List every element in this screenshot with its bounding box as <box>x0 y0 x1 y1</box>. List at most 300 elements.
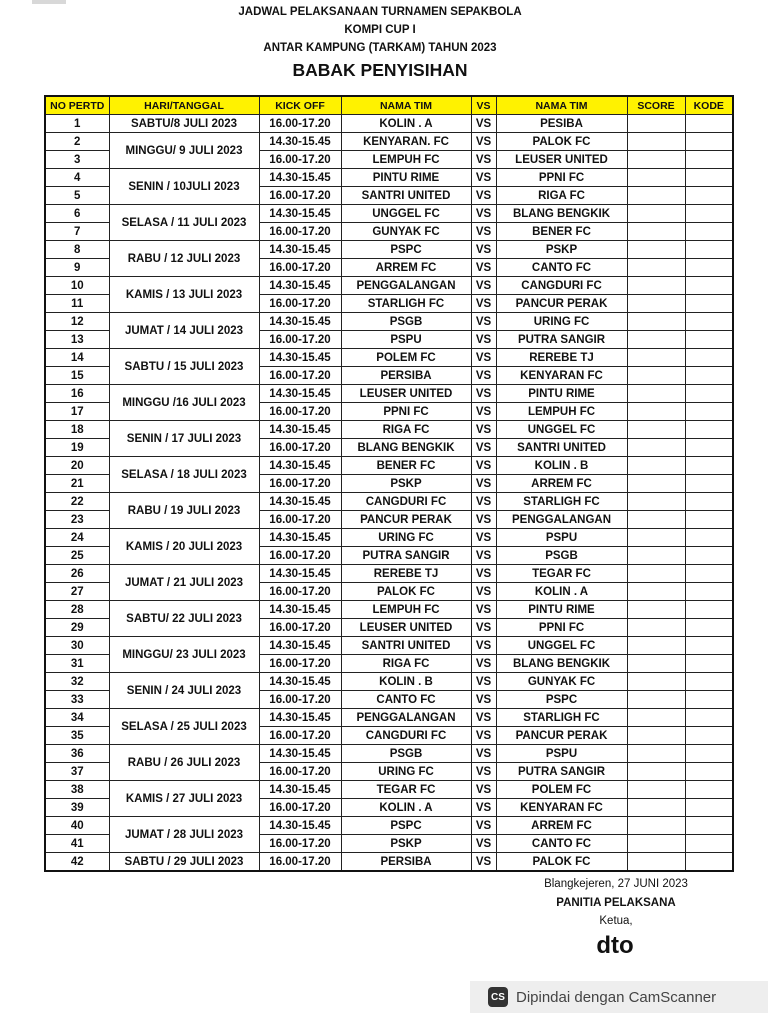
away-team: RIGA FC <box>496 187 627 205</box>
kickoff-time: 16.00-17.20 <box>259 259 341 277</box>
match-day-date: SABTU/ 22 JULI 2023 <box>109 601 259 637</box>
score-cell <box>627 241 685 259</box>
table-row <box>45 133 733 151</box>
kickoff-time: 14.30-15.45 <box>259 709 341 727</box>
kickoff-time: 16.00-17.20 <box>259 439 341 457</box>
match-number: 32 <box>45 673 109 691</box>
code-cell <box>685 709 733 727</box>
code-cell <box>685 259 733 277</box>
away-team: BLANG BENGKIK <box>496 205 627 223</box>
vs-label: VS <box>471 403 496 421</box>
col-header-vs: VS <box>471 96 496 115</box>
score-cell <box>627 817 685 835</box>
score-cell <box>627 277 685 295</box>
code-cell <box>685 835 733 853</box>
away-team: PPNI FC <box>496 619 627 637</box>
code-cell <box>685 475 733 493</box>
match-day-date: MINGGU/ 23 JULI 2023 <box>109 637 259 673</box>
kickoff-time: 16.00-17.20 <box>259 853 341 872</box>
kickoff-time: 16.00-17.20 <box>259 547 341 565</box>
home-team: KOLIN . A <box>341 799 471 817</box>
match-day-date: SENIN / 24 JULI 2023 <box>109 673 259 709</box>
home-team: TEGAR FC <box>341 781 471 799</box>
kickoff-time: 16.00-17.20 <box>259 799 341 817</box>
match-number: 9 <box>45 259 109 277</box>
kickoff-time: 14.30-15.45 <box>259 601 341 619</box>
away-team: PESIBA <box>496 115 627 133</box>
match-number: 7 <box>45 223 109 241</box>
code-cell <box>685 655 733 673</box>
vs-label: VS <box>471 367 496 385</box>
match-day-date: SELASA / 18 JULI 2023 <box>109 457 259 493</box>
match-number: 23 <box>45 511 109 529</box>
vs-label: VS <box>471 619 496 637</box>
score-cell <box>627 313 685 331</box>
away-team: BLANG BENGKIK <box>496 655 627 673</box>
table-row <box>45 205 733 223</box>
col-header-team-home: NAMA TIM <box>341 96 471 115</box>
code-cell <box>685 853 733 872</box>
kickoff-time: 16.00-17.20 <box>259 583 341 601</box>
kickoff-time: 14.30-15.45 <box>259 565 341 583</box>
code-cell <box>685 169 733 187</box>
match-number: 39 <box>45 799 109 817</box>
code-cell <box>685 421 733 439</box>
table-row <box>45 169 733 187</box>
home-team: POLEM FC <box>341 349 471 367</box>
vs-label: VS <box>471 349 496 367</box>
kickoff-time: 14.30-15.45 <box>259 637 341 655</box>
match-number: 5 <box>45 187 109 205</box>
match-number: 41 <box>45 835 109 853</box>
table-row <box>45 565 733 583</box>
away-team: UNGGEL FC <box>496 637 627 655</box>
code-cell <box>685 277 733 295</box>
score-cell <box>627 493 685 511</box>
home-team: GUNYAK FC <box>341 223 471 241</box>
match-number: 24 <box>45 529 109 547</box>
match-day-date: SABTU / 29 JULI 2023 <box>109 853 259 872</box>
score-cell <box>627 367 685 385</box>
home-team: LEUSER UNITED <box>341 619 471 637</box>
kickoff-time: 16.00-17.20 <box>259 115 341 133</box>
kickoff-time: 14.30-15.45 <box>259 385 341 403</box>
score-cell <box>627 385 685 403</box>
table-row <box>45 529 733 547</box>
home-team: KENYARAN. FC <box>341 133 471 151</box>
away-team: KOLIN . B <box>496 457 627 475</box>
match-number: 14 <box>45 349 109 367</box>
match-number: 42 <box>45 853 109 872</box>
vs-label: VS <box>471 835 496 853</box>
match-day-date: RABU / 26 JULI 2023 <box>109 745 259 781</box>
vs-label: VS <box>471 745 496 763</box>
code-cell <box>685 367 733 385</box>
vs-label: VS <box>471 457 496 475</box>
home-team: REREBE TJ <box>341 565 471 583</box>
away-team: PINTU RIME <box>496 601 627 619</box>
score-cell <box>627 475 685 493</box>
away-team: PPNI FC <box>496 169 627 187</box>
match-number: 35 <box>45 727 109 745</box>
code-cell <box>685 493 733 511</box>
code-cell <box>685 781 733 799</box>
col-header-day: HARI/TANGGAL <box>109 96 259 115</box>
match-number: 4 <box>45 169 109 187</box>
home-team: CANGDURI FC <box>341 493 471 511</box>
table-row <box>45 277 733 295</box>
home-team: PANCUR PERAK <box>341 511 471 529</box>
match-day-date: KAMIS / 20 JULI 2023 <box>109 529 259 565</box>
vs-label: VS <box>471 601 496 619</box>
col-header-team-away: NAMA TIM <box>496 96 627 115</box>
match-day-date: JUMAT / 28 JULI 2023 <box>109 817 259 853</box>
vs-label: VS <box>471 853 496 872</box>
match-number: 8 <box>45 241 109 259</box>
camscanner-logo-icon: CS <box>488 987 508 1007</box>
vs-label: VS <box>471 295 496 313</box>
vs-label: VS <box>471 709 496 727</box>
match-day-date: KAMIS / 13 JULI 2023 <box>109 277 259 313</box>
score-cell <box>627 673 685 691</box>
away-team: PUTRA SANGIR <box>496 763 627 781</box>
away-team: PENGGALANGAN <box>496 511 627 529</box>
vs-label: VS <box>471 583 496 601</box>
score-cell <box>627 835 685 853</box>
vs-label: VS <box>471 529 496 547</box>
away-team: KENYARAN FC <box>496 799 627 817</box>
score-cell <box>627 205 685 223</box>
code-cell <box>685 403 733 421</box>
code-cell <box>685 349 733 367</box>
away-team: KOLIN . A <box>496 583 627 601</box>
vs-label: VS <box>471 277 496 295</box>
score-cell <box>627 223 685 241</box>
away-team: UNGGEL FC <box>496 421 627 439</box>
code-cell <box>685 511 733 529</box>
match-number: 40 <box>45 817 109 835</box>
chair-label: Ketua, <box>599 915 633 927</box>
place-date: Blangkejeren, 27 JUNI 2023 <box>544 878 688 890</box>
score-cell <box>627 457 685 475</box>
match-day-date: SELASA / 11 JULI 2023 <box>109 205 259 241</box>
home-team: CANTO FC <box>341 691 471 709</box>
away-team: PANCUR PERAK <box>496 727 627 745</box>
away-team: POLEM FC <box>496 781 627 799</box>
code-cell <box>685 547 733 565</box>
match-day-date: SELASA / 25 JULI 2023 <box>109 709 259 745</box>
home-team: STARLIGH FC <box>341 295 471 313</box>
kickoff-time: 14.30-15.45 <box>259 457 341 475</box>
score-cell <box>627 601 685 619</box>
kickoff-time: 16.00-17.20 <box>259 367 341 385</box>
code-cell <box>685 529 733 547</box>
away-team: SANTRI UNITED <box>496 439 627 457</box>
score-cell <box>627 565 685 583</box>
home-team: PSPU <box>341 331 471 349</box>
vs-label: VS <box>471 259 496 277</box>
kickoff-time: 14.30-15.45 <box>259 781 341 799</box>
match-day-date: SENIN / 17 JULI 2023 <box>109 421 259 457</box>
match-number: 37 <box>45 763 109 781</box>
code-cell <box>685 565 733 583</box>
match-number: 34 <box>45 709 109 727</box>
kickoff-time: 16.00-17.20 <box>259 727 341 745</box>
table-row <box>45 457 733 475</box>
kickoff-time: 16.00-17.20 <box>259 763 341 781</box>
code-cell <box>685 151 733 169</box>
home-team: PSPC <box>341 241 471 259</box>
home-team: ARREM FC <box>341 259 471 277</box>
committee-title: PANITIA PELAKSANA <box>556 897 676 909</box>
kickoff-time: 16.00-17.20 <box>259 403 341 421</box>
match-day-date: MINGGU/ 9 JULI 2023 <box>109 133 259 169</box>
vs-label: VS <box>471 169 496 187</box>
code-cell <box>685 673 733 691</box>
kickoff-time: 14.30-15.45 <box>259 493 341 511</box>
away-team: PUTRA SANGIR <box>496 331 627 349</box>
kickoff-time: 14.30-15.45 <box>259 169 341 187</box>
score-cell <box>627 583 685 601</box>
code-cell <box>685 583 733 601</box>
table-row <box>45 601 733 619</box>
home-team: SANTRI UNITED <box>341 187 471 205</box>
kickoff-time: 16.00-17.20 <box>259 151 341 169</box>
table-row <box>45 853 733 872</box>
vs-label: VS <box>471 511 496 529</box>
vs-label: VS <box>471 223 496 241</box>
vs-label: VS <box>471 151 496 169</box>
kickoff-time: 16.00-17.20 <box>259 511 341 529</box>
camscanner-banner <box>470 981 768 1013</box>
table-row <box>45 385 733 403</box>
match-number: 27 <box>45 583 109 601</box>
kickoff-time: 14.30-15.45 <box>259 241 341 259</box>
vs-label: VS <box>471 313 496 331</box>
score-cell <box>627 511 685 529</box>
away-team: REREBE TJ <box>496 349 627 367</box>
score-cell <box>627 421 685 439</box>
doc-title-line3: ANTAR KAMPUNG (TARKAM) TAHUN 2023 <box>263 42 497 54</box>
score-cell <box>627 781 685 799</box>
table-row <box>45 709 733 727</box>
doc-title-line1: JADWAL PELAKSANAAN TURNAMEN SEPAKBOLA <box>238 6 522 18</box>
home-team: LEUSER UNITED <box>341 385 471 403</box>
kickoff-time: 14.30-15.45 <box>259 421 341 439</box>
home-team: PSKP <box>341 475 471 493</box>
away-team: PSPC <box>496 691 627 709</box>
vs-label: VS <box>471 493 496 511</box>
doc-title-line2: KOMPI CUP I <box>344 24 416 36</box>
away-team: PSKP <box>496 241 627 259</box>
code-cell <box>685 223 733 241</box>
kickoff-time: 16.00-17.20 <box>259 331 341 349</box>
code-cell <box>685 295 733 313</box>
away-team: BENER FC <box>496 223 627 241</box>
match-number: 30 <box>45 637 109 655</box>
score-cell <box>627 151 685 169</box>
match-number: 1 <box>45 115 109 133</box>
vs-label: VS <box>471 331 496 349</box>
match-number: 21 <box>45 475 109 493</box>
table-row <box>45 673 733 691</box>
home-team: RIGA FC <box>341 655 471 673</box>
home-team: PERSIBA <box>341 367 471 385</box>
kickoff-time: 14.30-15.45 <box>259 529 341 547</box>
home-team: PENGGALANGAN <box>341 709 471 727</box>
match-number: 15 <box>45 367 109 385</box>
away-team: CANTO FC <box>496 259 627 277</box>
score-cell <box>627 745 685 763</box>
table-header-row <box>45 96 733 115</box>
home-team: KOLIN . B <box>341 673 471 691</box>
match-number: 36 <box>45 745 109 763</box>
table-row <box>45 349 733 367</box>
kickoff-time: 14.30-15.45 <box>259 817 341 835</box>
score-cell <box>627 403 685 421</box>
match-day-date: JUMAT / 14 JULI 2023 <box>109 313 259 349</box>
score-cell <box>627 529 685 547</box>
match-number: 3 <box>45 151 109 169</box>
home-team: PINTU RIME <box>341 169 471 187</box>
away-team: ARREM FC <box>496 817 627 835</box>
match-number: 18 <box>45 421 109 439</box>
vs-label: VS <box>471 439 496 457</box>
away-team: URING FC <box>496 313 627 331</box>
kickoff-time: 14.30-15.45 <box>259 205 341 223</box>
kickoff-time: 16.00-17.20 <box>259 295 341 313</box>
score-cell <box>627 349 685 367</box>
code-cell <box>685 817 733 835</box>
match-day-date: SABTU / 15 JULI 2023 <box>109 349 259 385</box>
home-team: PPNI FC <box>341 403 471 421</box>
kickoff-time: 16.00-17.20 <box>259 619 341 637</box>
score-cell <box>627 133 685 151</box>
home-team: UNGGEL FC <box>341 205 471 223</box>
kickoff-time: 14.30-15.45 <box>259 133 341 151</box>
score-cell <box>627 853 685 872</box>
away-team: CANGDURI FC <box>496 277 627 295</box>
away-team: PINTU RIME <box>496 385 627 403</box>
table-row <box>45 745 733 763</box>
away-team: STARLIGH FC <box>496 709 627 727</box>
home-team: LEMPUH FC <box>341 151 471 169</box>
score-cell <box>627 691 685 709</box>
table-row <box>45 241 733 259</box>
away-team: LEUSER UNITED <box>496 151 627 169</box>
vs-label: VS <box>471 799 496 817</box>
home-team: PSGB <box>341 745 471 763</box>
vs-label: VS <box>471 133 496 151</box>
code-cell <box>685 637 733 655</box>
away-team: LEMPUH FC <box>496 403 627 421</box>
match-number: 2 <box>45 133 109 151</box>
away-team: ARREM FC <box>496 475 627 493</box>
vs-label: VS <box>471 691 496 709</box>
home-team: RIGA FC <box>341 421 471 439</box>
code-cell <box>685 691 733 709</box>
code-cell <box>685 187 733 205</box>
score-cell <box>627 439 685 457</box>
home-team: BENER FC <box>341 457 471 475</box>
code-cell <box>685 457 733 475</box>
away-team: TEGAR FC <box>496 565 627 583</box>
match-day-date: SENIN / 10JULI 2023 <box>109 169 259 205</box>
code-cell <box>685 133 733 151</box>
kickoff-time: 16.00-17.20 <box>259 475 341 493</box>
away-team: PANCUR PERAK <box>496 295 627 313</box>
col-header-kickoff: KICK OFF <box>259 96 341 115</box>
score-cell <box>627 727 685 745</box>
code-cell <box>685 799 733 817</box>
match-number: 19 <box>45 439 109 457</box>
table-row <box>45 493 733 511</box>
match-number: 22 <box>45 493 109 511</box>
kickoff-time: 14.30-15.45 <box>259 349 341 367</box>
home-team: CANGDURI FC <box>341 727 471 745</box>
score-cell <box>627 547 685 565</box>
away-team: PSPU <box>496 529 627 547</box>
code-cell <box>685 439 733 457</box>
home-team: KOLIN . A <box>341 115 471 133</box>
match-number: 28 <box>45 601 109 619</box>
away-team: GUNYAK FC <box>496 673 627 691</box>
table-row <box>45 115 733 133</box>
vs-label: VS <box>471 637 496 655</box>
vs-label: VS <box>471 421 496 439</box>
home-team: LEMPUH FC <box>341 601 471 619</box>
match-number: 16 <box>45 385 109 403</box>
table-row <box>45 781 733 799</box>
match-number: 11 <box>45 295 109 313</box>
away-team: PSPU <box>496 745 627 763</box>
match-number: 13 <box>45 331 109 349</box>
score-cell <box>627 295 685 313</box>
kickoff-time: 14.30-15.45 <box>259 745 341 763</box>
code-cell <box>685 727 733 745</box>
match-day-date: RABU / 19 JULI 2023 <box>109 493 259 529</box>
home-team: SANTRI UNITED <box>341 637 471 655</box>
score-cell <box>627 259 685 277</box>
vs-label: VS <box>471 115 496 133</box>
match-day-date: JUMAT / 21 JULI 2023 <box>109 565 259 601</box>
away-team: STARLIGH FC <box>496 493 627 511</box>
kickoff-time: 16.00-17.20 <box>259 223 341 241</box>
code-cell <box>685 115 733 133</box>
home-team: PSKP <box>341 835 471 853</box>
home-team: URING FC <box>341 763 471 781</box>
vs-label: VS <box>471 565 496 583</box>
score-cell <box>627 799 685 817</box>
vs-label: VS <box>471 673 496 691</box>
home-team: URING FC <box>341 529 471 547</box>
away-team: PSGB <box>496 547 627 565</box>
vs-label: VS <box>471 817 496 835</box>
code-cell <box>685 241 733 259</box>
away-team: PALOK FC <box>496 133 627 151</box>
match-day-date: SABTU/8 JULI 2023 <box>109 115 259 133</box>
corner-mark <box>32 0 66 4</box>
camscanner-text: Dipindai dengan CamScanner <box>516 988 717 1006</box>
vs-label: VS <box>471 655 496 673</box>
vs-label: VS <box>471 475 496 493</box>
code-cell <box>685 331 733 349</box>
vs-label: VS <box>471 241 496 259</box>
table-row <box>45 817 733 835</box>
code-cell <box>685 601 733 619</box>
kickoff-time: 16.00-17.20 <box>259 187 341 205</box>
col-header-no: NO PERTD <box>45 96 109 115</box>
